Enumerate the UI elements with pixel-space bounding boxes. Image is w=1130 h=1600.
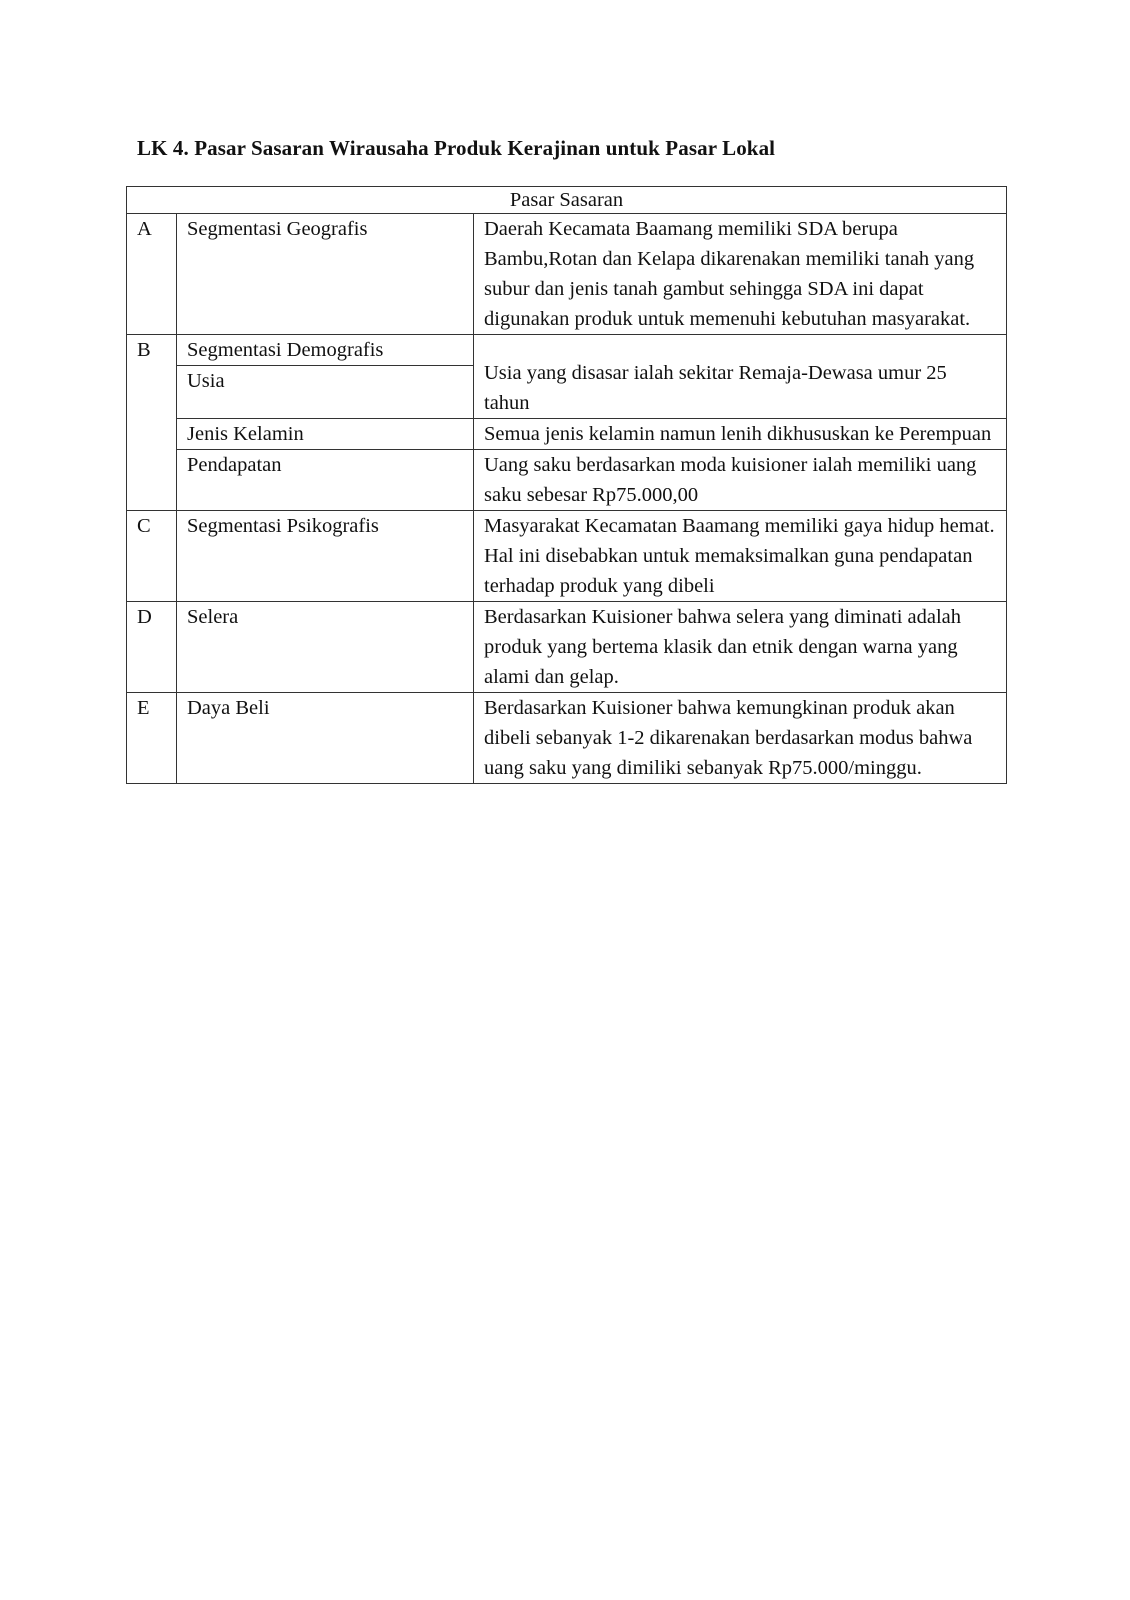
- table-row: [127, 419, 1007, 450]
- row-label: Selera: [177, 602, 474, 693]
- table-row: [127, 602, 1007, 693]
- table-row: [127, 335, 1007, 366]
- row-label: Segmentasi Psikografis: [177, 511, 474, 602]
- row-value: Uang saku berdasarkan moda kuisioner ialah memiliki uang saku sebesar Rp75.000,00: [474, 450, 1007, 511]
- table-row: [127, 693, 1007, 784]
- page-title: LK 4. Pasar Sasaran Wirausaha Produk Kerajinan untuk Pasar Lokal: [137, 136, 776, 160]
- row-value: Usia yang disasar ialah sekitar Remaja-Dewasa umur 25 tahun: [474, 335, 1007, 419]
- row-label: Daya Beli: [177, 693, 474, 784]
- row-value: Semua jenis kelamin namun lenih dikhususkan ke Perempuan: [474, 419, 1007, 450]
- row-label: Segmentasi Demografis: [177, 335, 474, 366]
- row-value: Berdasarkan Kuisioner bahwa selera yang diminati adalah produk yang bertema klasik dan etnik dengan warna yang alami dan gelap.: [474, 602, 1007, 693]
- row-sublabel: Usia: [177, 366, 474, 419]
- row-label: Segmentasi Geografis: [177, 214, 474, 335]
- table-row: [127, 214, 1007, 335]
- row-letter: E: [127, 693, 177, 784]
- row-value: Masyarakat Kecamatan Baamang memiliki gaya hidup hemat. Hal ini disebabkan untuk memaksimalkan guna pendapatan terhadap produk yang dibeli: [474, 511, 1007, 602]
- row-value: Berdasarkan Kuisioner bahwa kemungkinan produk akan dibeli sebanyak 1-2 dikarenakan berdasarkan modus bahwa uang saku yang dimiliki sebanyak Rp75.000/minggu.: [474, 693, 1007, 784]
- row-value: Daerah Kecamata Baamang memiliki SDA berupa Bambu,Rotan dan Kelapa dikarenakan memiliki tanah yang subur dan jenis tanah gambut sehingga SDA ini dapat digunakan produk untuk memenuhi kebutuhan masyarakat.: [474, 214, 1007, 335]
- table-row: [127, 450, 1007, 511]
- row-letter: D: [127, 602, 177, 693]
- row-letter: A: [127, 214, 177, 335]
- row-letter: C: [127, 511, 177, 602]
- table-header: Pasar Sasaran: [127, 187, 1007, 214]
- table-header-row: [127, 187, 1007, 214]
- row-letter: B: [127, 335, 177, 511]
- row-sublabel: Pendapatan: [177, 450, 474, 511]
- table-row: [127, 511, 1007, 602]
- target-market-table: [126, 186, 1007, 784]
- row-sublabel: Jenis Kelamin: [177, 419, 474, 450]
